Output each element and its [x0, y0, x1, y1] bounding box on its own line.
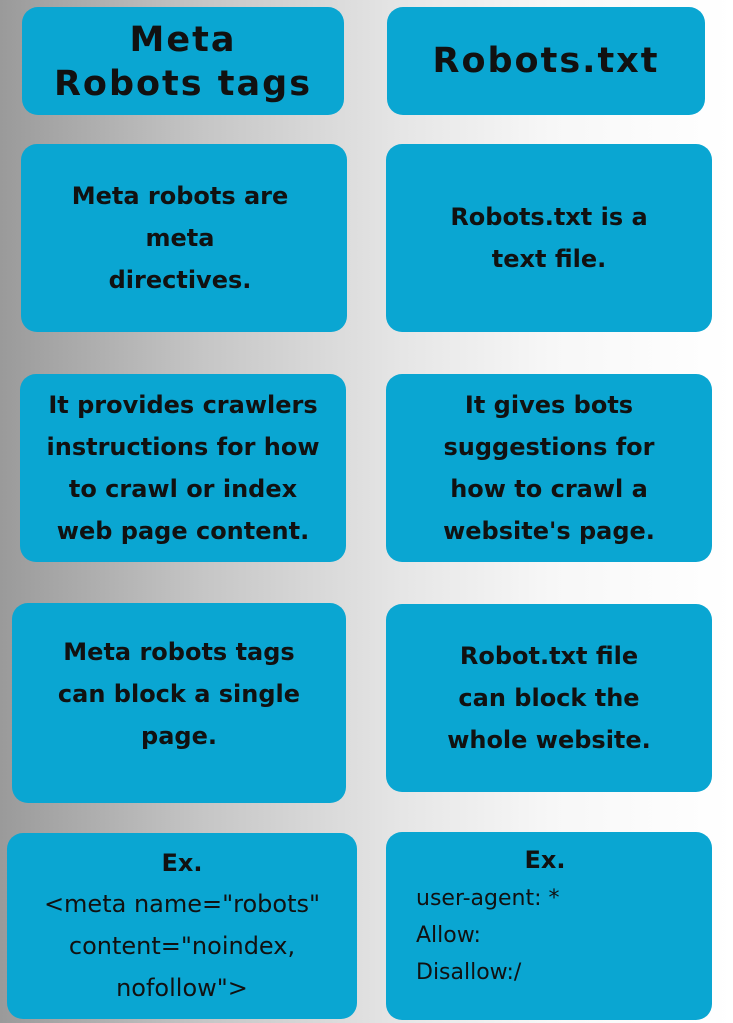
meta-robots-purpose-line-4: web page content.	[56, 517, 310, 545]
robots-txt-purpose-line-4: website's page.	[443, 517, 655, 545]
robots-txt-definition-line-2: text file.	[491, 245, 607, 273]
meta-robots-header-line-2: Robots tags	[53, 64, 313, 104]
meta-robots-block-card	[12, 603, 346, 803]
robots-txt-header-card	[387, 7, 705, 115]
robots-txt-purpose-line-1: It gives bots	[464, 391, 634, 419]
meta-robots-purpose-line-1: It provides crawlers	[48, 391, 318, 419]
robots-txt-example-line-2: Allow:	[416, 923, 481, 948]
robots-txt-example-line-1: user-agent: *	[416, 886, 560, 911]
robots-txt-purpose-line-3: how to crawl a	[450, 475, 648, 503]
meta-robots-example-card	[7, 833, 357, 1019]
robots-txt-block-card	[386, 604, 712, 792]
robots-txt-definition-card	[386, 144, 712, 332]
robots-txt-example-label: Ex.	[524, 846, 566, 874]
meta-robots-header-line-1: Meta	[129, 20, 237, 60]
meta-robots-example-label: Ex.	[161, 849, 203, 877]
meta-robots-example-line-3: nofollow">	[116, 974, 248, 1002]
meta-robots-definition-line-1: Meta robots are	[71, 182, 289, 210]
meta-robots-example-line-1: <meta name="robots"	[43, 890, 321, 918]
meta-robots-purpose-line-3: to crawl or index	[68, 475, 298, 503]
meta-robots-definition-line-2: meta	[145, 224, 215, 252]
robots-txt-header-line-1: Robots.txt	[432, 41, 660, 81]
meta-robots-block-line-2: can block a single	[57, 680, 301, 708]
robots-txt-purpose-card	[386, 374, 712, 562]
robots-txt-purpose-line-2: suggestions for	[443, 433, 655, 461]
robots-txt-block-line-1: Robot.txt file	[459, 642, 639, 670]
robots-txt-definition-line-1: Robots.txt is a	[450, 203, 648, 231]
meta-robots-purpose-line-2: instructions for how	[46, 433, 320, 461]
meta-robots-header-card	[22, 7, 344, 115]
robots-txt-block-line-3: whole website.	[447, 726, 651, 754]
meta-robots-purpose-card	[20, 374, 346, 562]
robots-txt-example-line-3: Disallow:/	[416, 960, 522, 985]
robots-txt-block-line-2: can block the	[458, 684, 640, 712]
meta-robots-block-line-3: page.	[141, 722, 217, 750]
robots-txt-example-code	[416, 880, 559, 991]
meta-robots-example-line-2: content="noindex,	[68, 932, 296, 960]
meta-robots-definition-card	[21, 144, 347, 332]
robots-txt-example-card	[386, 832, 712, 1020]
meta-robots-block-line-1: Meta robots tags	[63, 638, 295, 666]
meta-robots-definition-line-3: directives.	[108, 266, 252, 294]
